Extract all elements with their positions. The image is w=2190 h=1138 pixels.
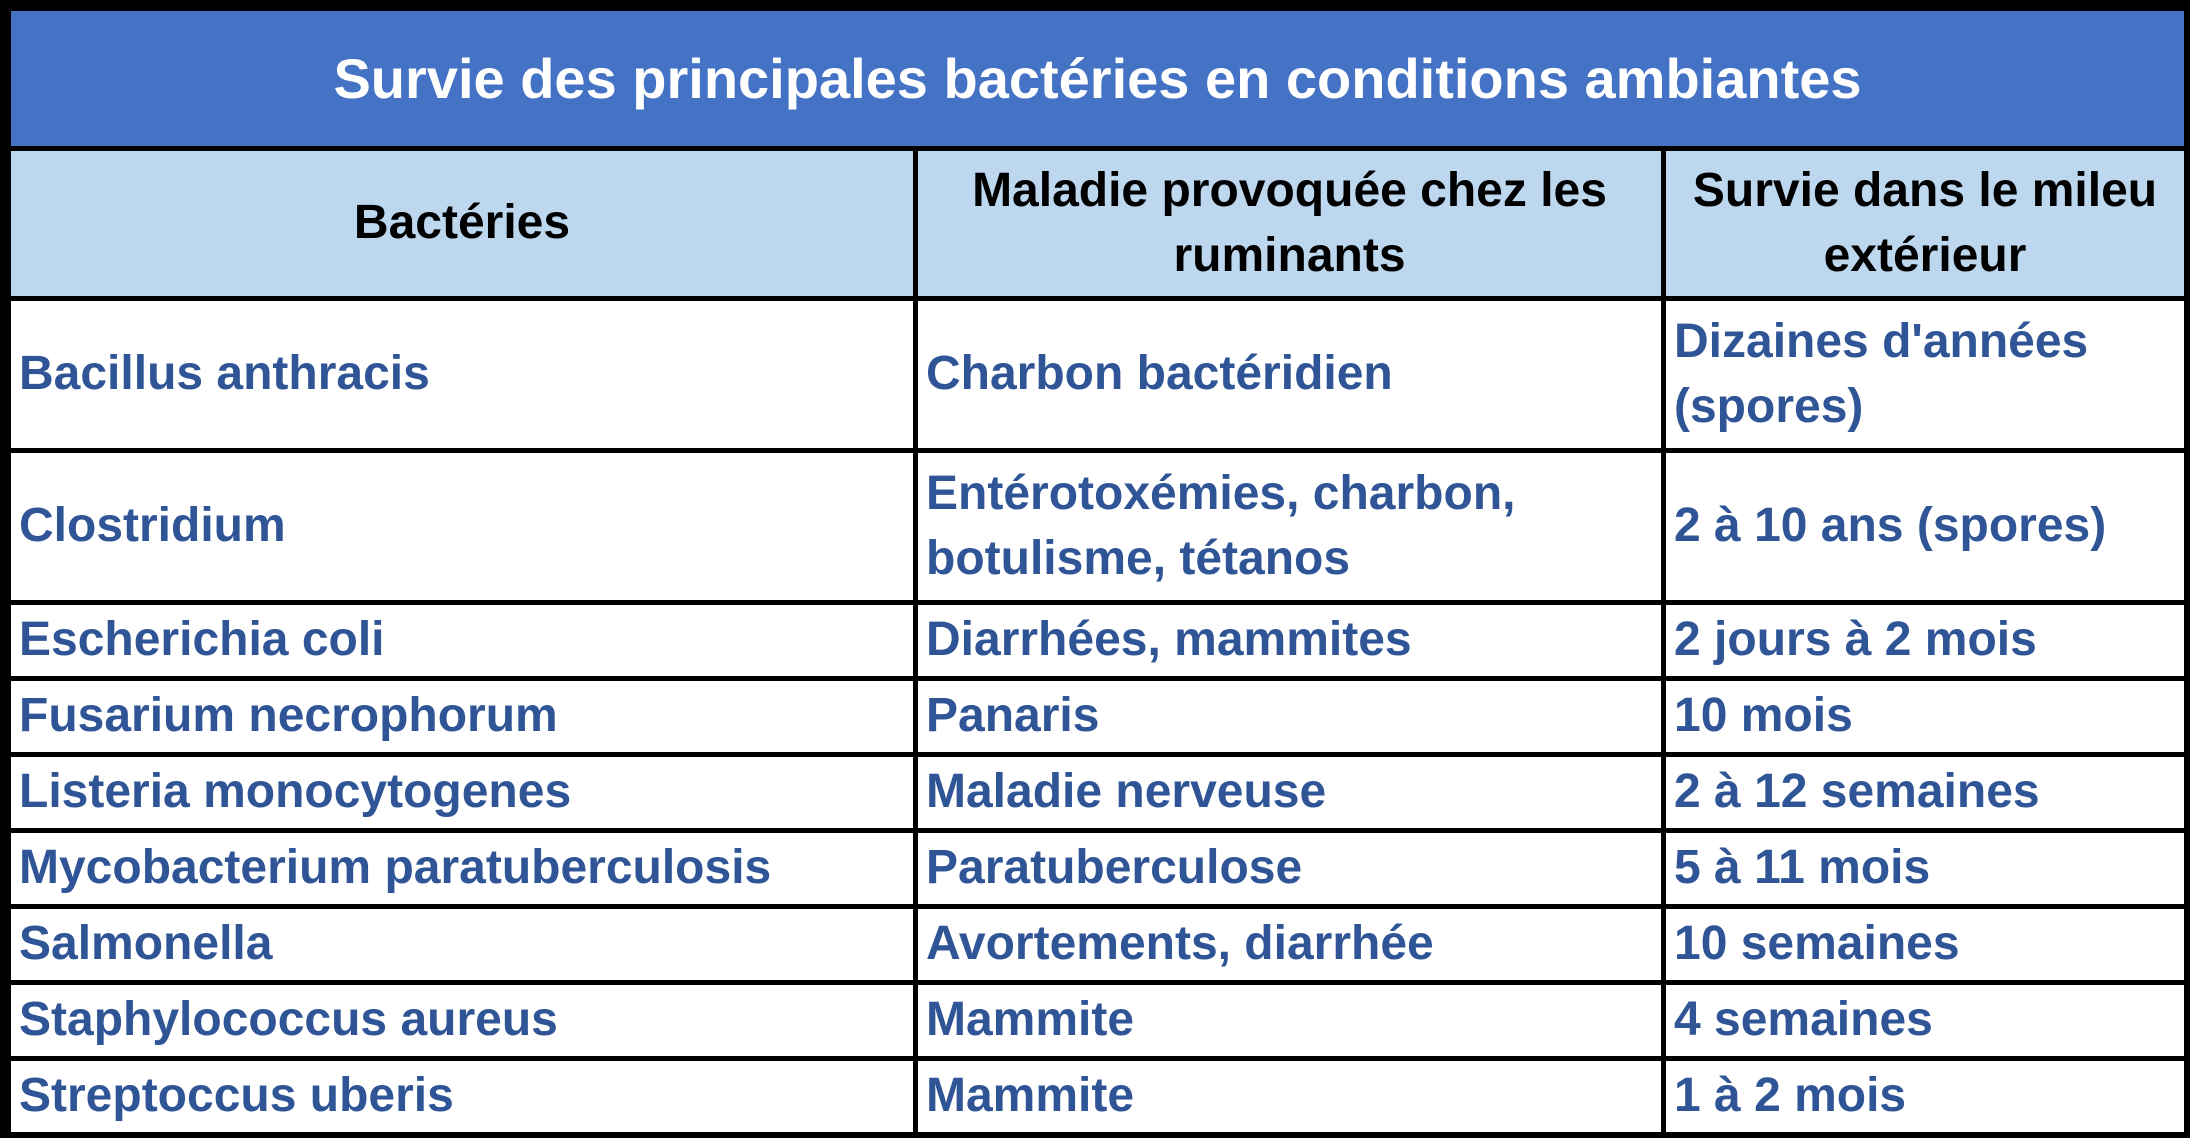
cell-survival: Dizaines d'années (spores) [1664,299,2187,451]
cell-survival: 1 à 2 mois [1664,1059,2187,1135]
cell-survival: 5 à 11 mois [1664,831,2187,907]
cell-bacteria: Streptoccus uberis [9,1059,916,1135]
cell-bacteria: Fusarium necrophorum [9,679,916,755]
bacteria-survival-table [6,6,2189,1137]
cell-survival: 10 semaines [1664,907,2187,983]
cell-survival: 10 mois [1664,679,2187,755]
table-row [9,1059,2187,1135]
cell-bacteria: Salmonella [9,907,916,983]
cell-disease: Mammite [916,983,1664,1059]
cell-disease: Charbon bactéridien [916,299,1664,451]
cell-bacteria: Clostridium [9,451,916,603]
cell-survival: 2 à 12 semaines [1664,755,2187,831]
table-row [9,831,2187,907]
cell-disease: Maladie nerveuse [916,755,1664,831]
title-row [9,9,2187,149]
cell-bacteria: Staphylococcus aureus [9,983,916,1059]
cell-disease: Avortements, diarrhée [916,907,1664,983]
cell-disease: Diarrhées, mammites [916,603,1664,679]
cell-disease: Panaris [916,679,1664,755]
column-header-bacteria: Bactéries [9,149,916,299]
cell-survival: 4 semaines [1664,983,2187,1059]
cell-disease: Paratuberculose [916,831,1664,907]
cell-bacteria: Mycobacterium paratuberculosis [9,831,916,907]
cell-bacteria: Bacillus anthracis [9,299,916,451]
header-row [9,149,2187,299]
cell-disease: Mammite [916,1059,1664,1135]
cell-bacteria: Listeria monocytogenes [9,755,916,831]
column-header-survival: Survie dans le mileu extérieur [1664,149,2187,299]
table-row [9,299,2187,451]
cell-bacteria: Escherichia coli [9,603,916,679]
table-row [9,451,2187,603]
table-title: Survie des principales bactéries en conditions ambiantes [9,9,2187,149]
cell-survival: 2 jours à 2 mois [1664,603,2187,679]
cell-survival: 2 à 10 ans (spores) [1664,451,2187,603]
column-header-disease: Maladie provoquée chez les ruminants [916,149,1664,299]
table-row [9,755,2187,831]
table-row [9,907,2187,983]
table-row [9,603,2187,679]
table-row [9,679,2187,755]
cell-disease: Entérotoxémies, charbon, botulisme, tétanos [916,451,1664,603]
table-row [9,983,2187,1059]
